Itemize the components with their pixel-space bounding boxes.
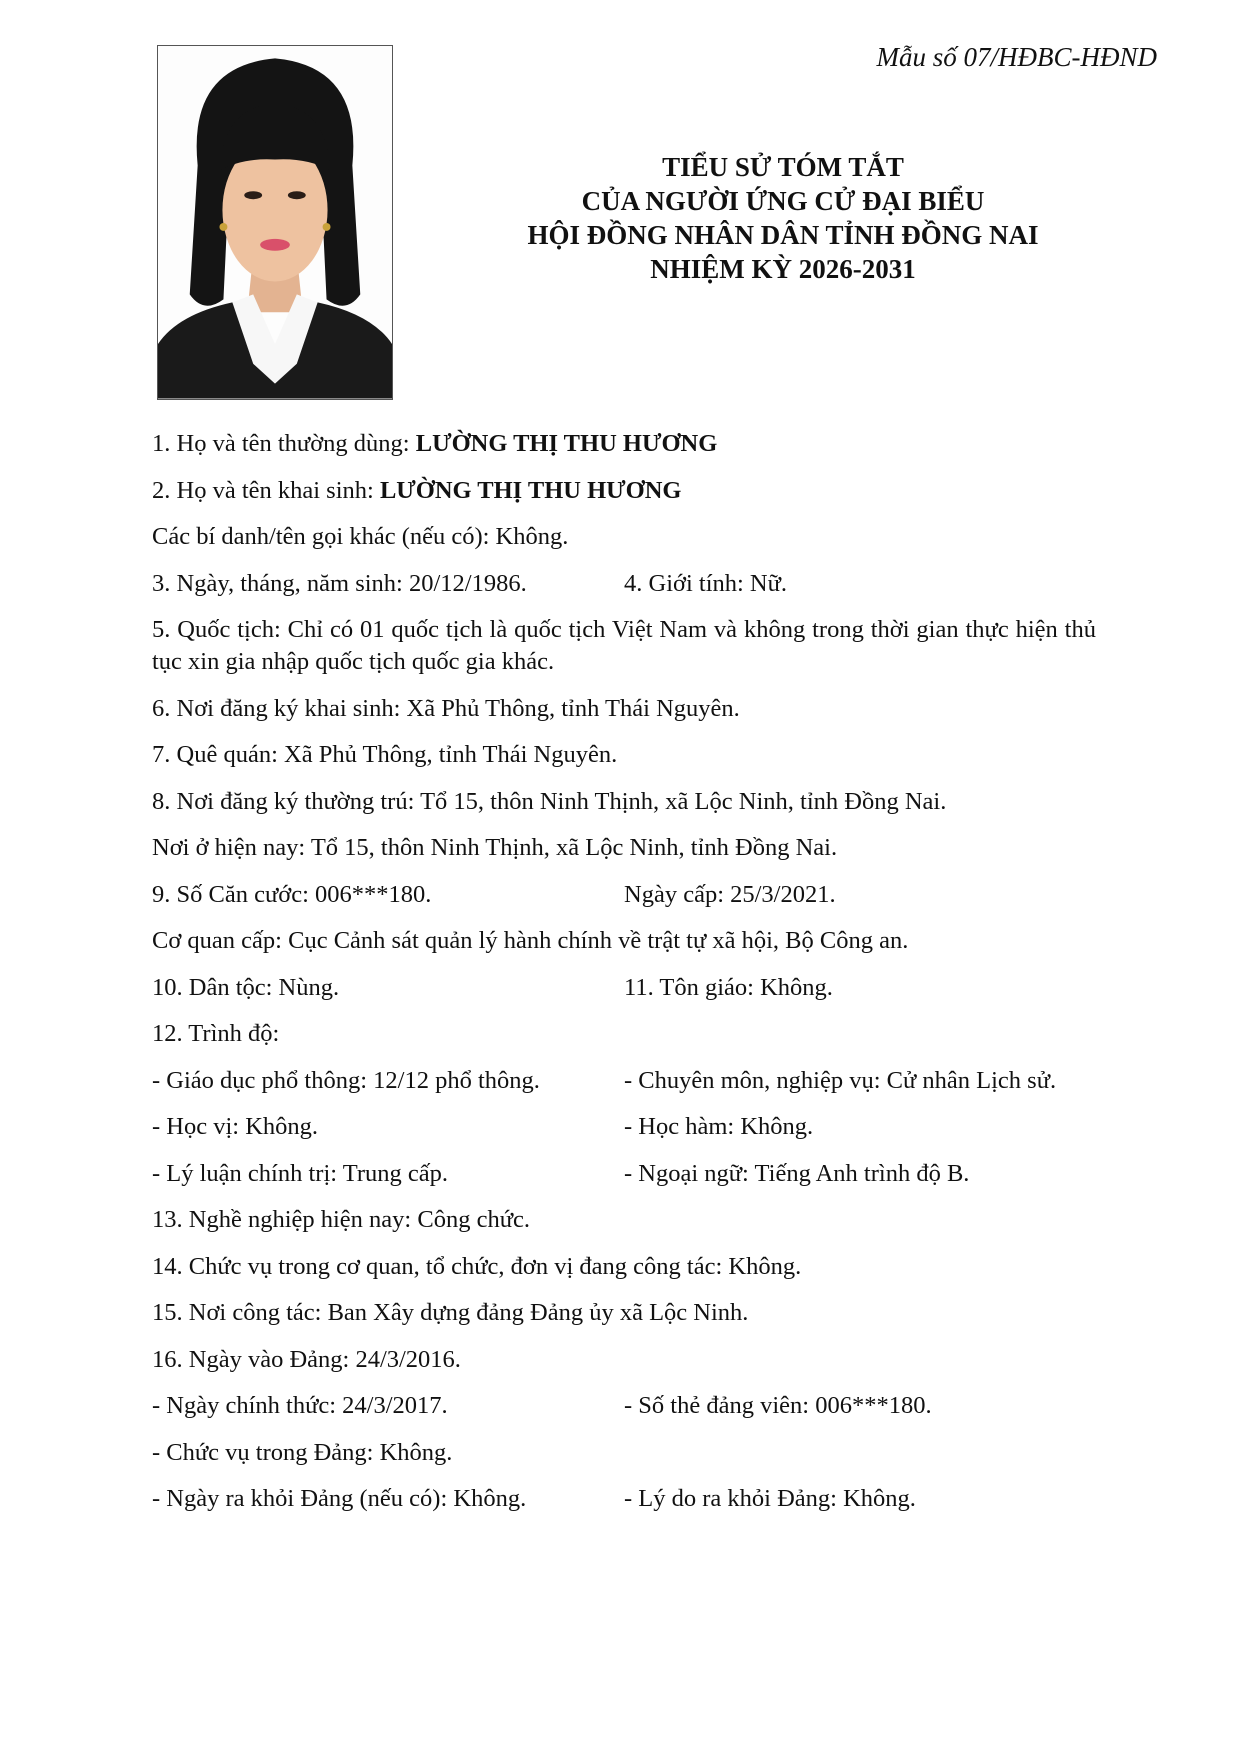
id-issue-date: Ngày cấp: 25/3/2021.: [624, 880, 836, 908]
degree: - Học vị: Không.: [152, 1113, 319, 1140]
birth-name-label: 2. Họ và tên khai sinh:: [152, 476, 374, 504]
form-number: Mẫu số 07/HĐBC-HĐND: [876, 42, 1157, 72]
common-name-row: [152, 428, 1096, 460]
title-line-4: NHIỆM KỲ 2026-2031: [650, 254, 916, 284]
occupation-row: 13. Nghề nghiệp hiện nay: Công chức.: [152, 1206, 530, 1233]
title-line-2: CỦA NGƯỜI ỨNG CỬ ĐẠI BIỂU: [581, 186, 985, 216]
birth-name-value: LƯỜNG THỊ THU HƯƠNG: [379, 476, 682, 504]
academic-title: - Học hàm: Không.: [624, 1113, 814, 1140]
aliases-row: Các bí danh/tên gọi khác (nếu có): Không.: [152, 523, 569, 550]
id-row: [152, 879, 1096, 911]
party-card: - Số thẻ đảng viên: 006***180.: [624, 1392, 932, 1419]
permanent-residence-row: 8. Nơi đăng ký thường trú: Tổ 15, thôn Ninh Thịnh, xã Lộc Ninh, tỉnh Đồng Nai.: [152, 787, 947, 815]
current-residence-row: Nơi ở hiện nay: Tổ 15, thôn Ninh Thịnh, xã Lộc Ninh, tỉnh Đồng Nai.: [152, 834, 838, 861]
foreign-language: - Ngoại ngữ: Tiếng Anh trình độ B.: [624, 1159, 970, 1187]
party-leave-row: [152, 1483, 1096, 1515]
party-official-date: - Ngày chính thức: 24/3/2017.: [152, 1392, 448, 1419]
title-line-3: HỘI ĐỒNG NHÂN DÂN TỈNH ĐỒNG NAI: [527, 220, 1039, 250]
document-title: [393, 150, 1241, 286]
theory-language-row: [152, 1158, 1096, 1190]
party-leave-reason: - Lý do ra khỏi Đảng: Không.: [624, 1485, 916, 1512]
dob-gender-row: [152, 568, 1096, 600]
nationality-row: 5. Quốc tịch: Chỉ có 01 quốc tịch là quốc tịch Việt Nam và không trong thời gian thực hiện thủ tục xin gia nhập quốc tịch quốc gia khác.: [152, 616, 1096, 675]
ethnicity: 10. Dân tộc: Nùng.: [152, 973, 340, 1001]
education-row: [152, 1065, 1096, 1097]
specialty: - Chuyên môn, nghiệp vụ: Cử nhân Lịch sử.: [624, 1066, 1057, 1094]
gender: 4. Giới tính: Nữ.: [624, 569, 788, 597]
title-line-1: TIỂU SỬ TÓM TẮT: [662, 152, 904, 182]
political-theory: - Lý luận chính trị: Trung cấp.: [152, 1159, 449, 1187]
religion: 11. Tôn giáo: Không.: [624, 973, 833, 1001]
birth-name-row: [152, 475, 1096, 507]
party-leave-date: - Ngày ra khỏi Đảng (nếu có): Không.: [152, 1485, 527, 1512]
portrait-photo: [157, 45, 393, 400]
degree-row: [152, 1111, 1096, 1143]
portrait-icon: [158, 46, 392, 399]
birth-registration-row: 6. Nơi đăng ký khai sinh: Xã Phủ Thông, tỉnh Thái Nguyên.: [152, 694, 740, 722]
id-number: 9. Số Căn cước: 006***180.: [152, 880, 432, 908]
ethnicity-religion-row: [152, 972, 1096, 1004]
common-name-value: LƯỜNG THỊ THU HƯƠNG: [415, 430, 718, 457]
education-heading: 12. Trình độ:: [152, 1020, 280, 1047]
party-official-row: [152, 1390, 1096, 1422]
biography-body: [152, 428, 1096, 1530]
hometown-row: 7. Quê quán: Xã Phủ Thông, tỉnh Thái Nguyên.: [152, 741, 618, 768]
id-issuer-row: Cơ quan cấp: Cục Cảnh sát quản lý hành chính về trật tự xã hội, Bộ Công an.: [152, 927, 909, 954]
party-join-row: 16. Ngày vào Đảng: 24/3/2016.: [152, 1345, 461, 1373]
workplace-row: 15. Nơi công tác: Ban Xây dựng đảng Đảng ủy xã Lộc Ninh.: [152, 1299, 749, 1326]
dob: 3. Ngày, tháng, năm sinh: 20/12/1986.: [152, 569, 527, 597]
common-name-label: 1. Họ và tên thường dùng:: [152, 430, 410, 457]
party-position-row: - Chức vụ trong Đảng: Không.: [152, 1438, 453, 1466]
position-row: 14. Chức vụ trong cơ quan, tổ chức, đơn vị đang công tác: Không.: [152, 1252, 802, 1280]
general-education: - Giáo dục phổ thông: 12/12 phổ thông.: [152, 1066, 540, 1094]
